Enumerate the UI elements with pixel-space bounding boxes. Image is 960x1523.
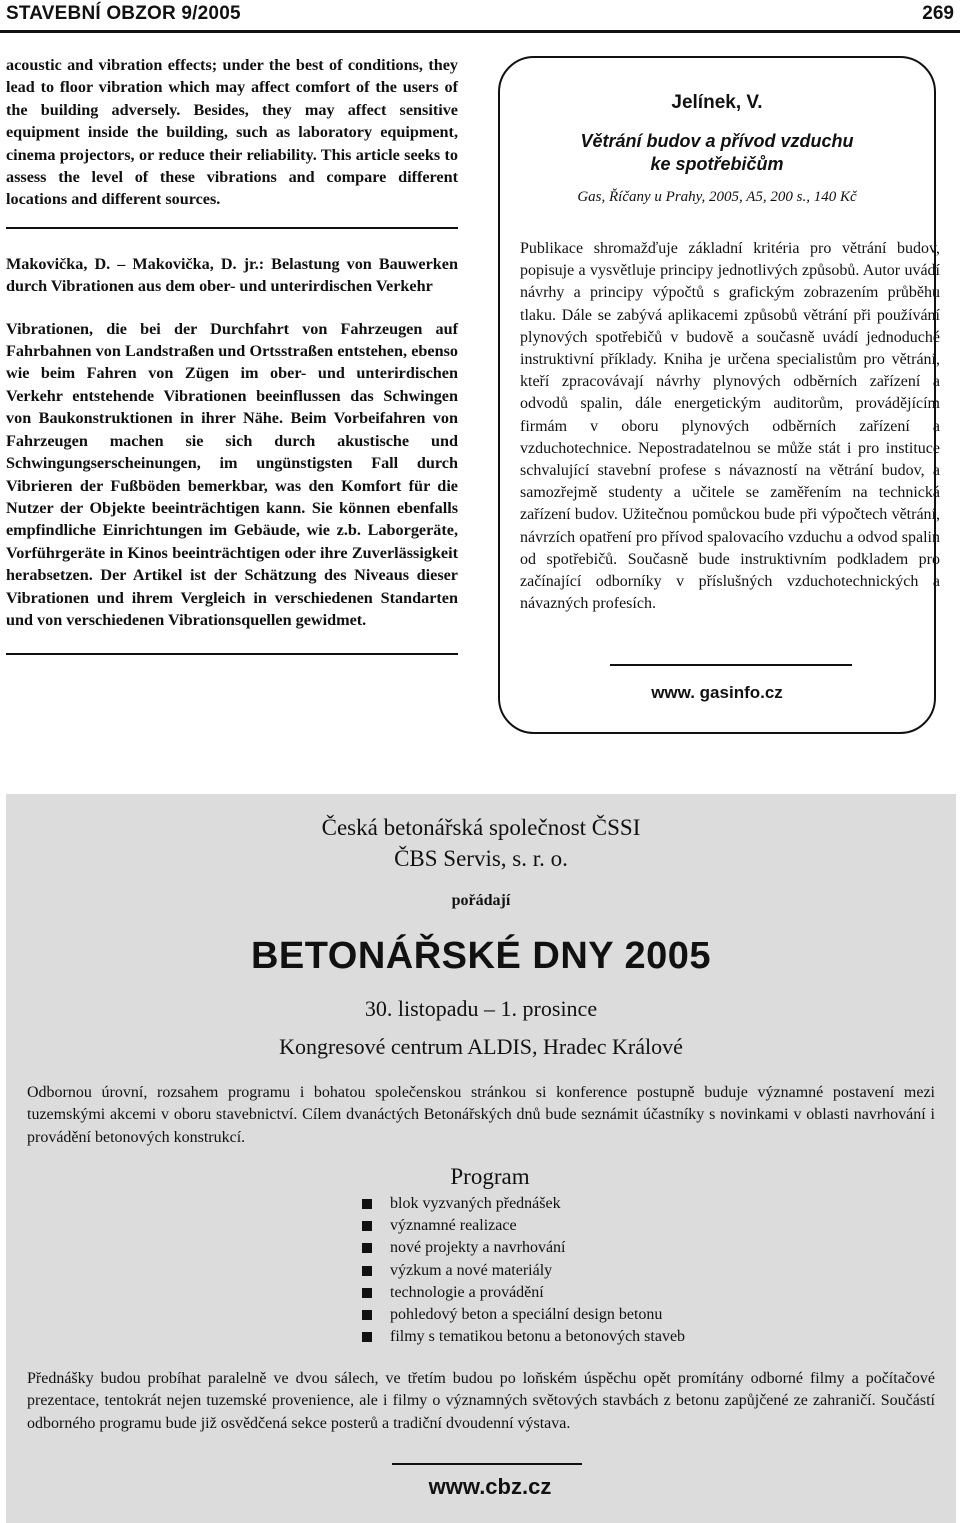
bullet-square-icon xyxy=(362,1221,372,1231)
program-item: blok vyzvaných přednášek xyxy=(362,1193,685,1215)
book-title-line2: ke spotřebičům xyxy=(650,154,784,174)
program-title: Program xyxy=(450,1164,530,1189)
event-dates: 30. listopadu – 1. prosince xyxy=(364,996,598,1021)
book-title xyxy=(500,130,934,176)
german-citation: Makovička, D. – Makovička, D. jr.: Belastung von Bauwerken durch Vibrationen aus dem ober- und unterirdischen Verkehr xyxy=(6,254,458,296)
event-url-link[interactable]: www.cbz.cz xyxy=(428,1474,552,1499)
abstract-english: acoustic and vibration effects; under the best of conditions, they lead to floor vibration which may affect comfort of the users of the building adversely. Besides, they may affect sensitive equipment inside the building, such as laboratory equipment, cinema projectors, or reduce their reliability. This article seeks to assess the level of these vibrations and compare different locations and different sources. xyxy=(6,56,458,209)
header-rule xyxy=(0,30,960,33)
event-venue: Kongresové centrum ALDIS, Hradec Králové xyxy=(279,1034,683,1059)
program-list xyxy=(362,1193,685,1348)
program-item: technologie a provádění xyxy=(362,1282,685,1304)
abstract-german: Vibrationen, die bei der Durchfahrt von Fahrzeugen auf Fahrbahnen von Landstraßen und Ortsstraßen entstehen, ebenso wie beim Fahren von Zügen im ober- und unterirdischen Verkehr entstehende Vibrationen beeinflussen das Schwingen von Baukonstruktionen in ihrer Nähe. Beim Vorbeifahren von Fahrzeugen machen sie sich durch akustische und Schwingungserscheinungen, im ungünstigsten Fall durch Vibrieren der Fußböden bemerkbar, was den Komfort für die Nutzer der Objekte beeinträchtigen kann. Sie können ebenfalls empfindliche Einrichtungen im Gebäude, wie z.b. Laborgeräte, Vorführgeräte in Kinos beeinträchtigen oder ihre Zuverlässigkeit herabsetzen. Der Artikel ist der Schätzung des Niveaus dieser Vibrationen und ihrem Vergleich in verschiedenen Standarten und von verschiedenen Vibrationsquellen gewidmet. xyxy=(6,319,458,629)
book-url-link[interactable]: www. gasinfo.cz xyxy=(651,683,783,702)
organizes-label: pořádají xyxy=(451,892,511,909)
left-column xyxy=(6,54,458,655)
organizer-line2: ČBS Servis, s. r. o. xyxy=(394,846,568,871)
bullet-square-icon xyxy=(362,1332,372,1342)
bullet-square-icon xyxy=(362,1199,372,1209)
bullet-square-icon xyxy=(362,1243,372,1253)
bullet-square-icon xyxy=(362,1266,372,1276)
ad-rule xyxy=(392,1463,582,1465)
bullet-square-icon xyxy=(362,1310,372,1320)
book-author: Jelínek, V. xyxy=(671,92,763,113)
book-box-rule xyxy=(610,664,852,666)
organizer-line1: Česká betonářská společnost ČSSI xyxy=(321,815,641,840)
separator-rule-bottom xyxy=(6,653,458,655)
book-title-line1: Větrání budov a přívod vzduchu xyxy=(580,131,854,151)
bullet-square-icon xyxy=(362,1288,372,1298)
program-item: výzkum a nové materiály xyxy=(362,1260,685,1282)
event-title: BETONÁŘSKÉ DNY 2005 xyxy=(250,935,712,977)
organizers xyxy=(6,812,956,874)
book-review-box xyxy=(498,56,940,734)
book-publication-info: Gas, Říčany u Prahy, 2005, A5, 200 s., 140 Kč xyxy=(577,189,857,205)
program-item: pohledový beton a speciální design betonu xyxy=(362,1304,685,1326)
journal-title: STAVEBNÍ OBZOR 9/2005 xyxy=(6,3,241,24)
page-number: 269 xyxy=(922,3,954,24)
program-item: významné realizace xyxy=(362,1215,685,1237)
book-description: Publikace shromažďuje základní kritéria pro větrání budov, popisuje a vysvětluje principy jednotlivých způsobů. Autor uvádí návrhy a principy výpočtů s grafickým zobrazením průběhu tlaku. Dále se zabývá aplikacemi způsobů větrání při používání plynových spotřebičů v budově a současně uvádí jednoduché instruktivní příklady. Kniha je určena specialistům pro větrání, kteří zpracovávají návrhy plynových odběrních zařízení a odvodů spalin, dále energetickým auditorům, provádějícím firmám v oboru plynových odběrních zařízení a vzduchotechnice. Nepostradatelnou se může stát i pro instituce schvalující stavební profese s návazností na větrání budov, a samozřejmě studenty a učitele se zaměřením na technická zařízení budov. Užitečnou pomůckou bude při výpočtech větrání, návrzích opatření pro přívod spalovacího vzduchu a odvod spalin od spotřebičů. Současně bude instruktivním podkladem pro začínající odborníky v příslušných vzduchotechnických a návazných profesích. xyxy=(520,240,940,613)
event-intro: Odbornou úrovní, rozsahem programu i bohatou společenskou stránkou si konference postupně buduje významné postavení mezi tuzemskými akcemi v oboru stavebnictví. Cílem dvanáctých Betonářských dnů bude seznámit účastníky s novinkami v oblasti navrhování i provádění betonových konstrukcí. xyxy=(27,1084,935,1146)
program-item: filmy s tematikou betonu a betonových staveb xyxy=(362,1326,685,1348)
conference-ad xyxy=(6,794,956,1523)
program-item: nové projekty a navrhování xyxy=(362,1237,685,1259)
page-header xyxy=(0,0,960,30)
separator-rule xyxy=(6,227,458,229)
event-note: Přednášky budou probíhat paralelně ve dvou sálech, ve třetím budou po loňském úspěchu opět promítány odborné filmy a počítačové prezentace, tentokrát nejen tuzemské provenience, ale i filmy o významných světových stavbách z betonu zapůjčené ze zahraničí. Součástí odborného programu bude již osvědčená sekce posterů a tradiční dvoudenní výstava. xyxy=(27,1370,935,1432)
